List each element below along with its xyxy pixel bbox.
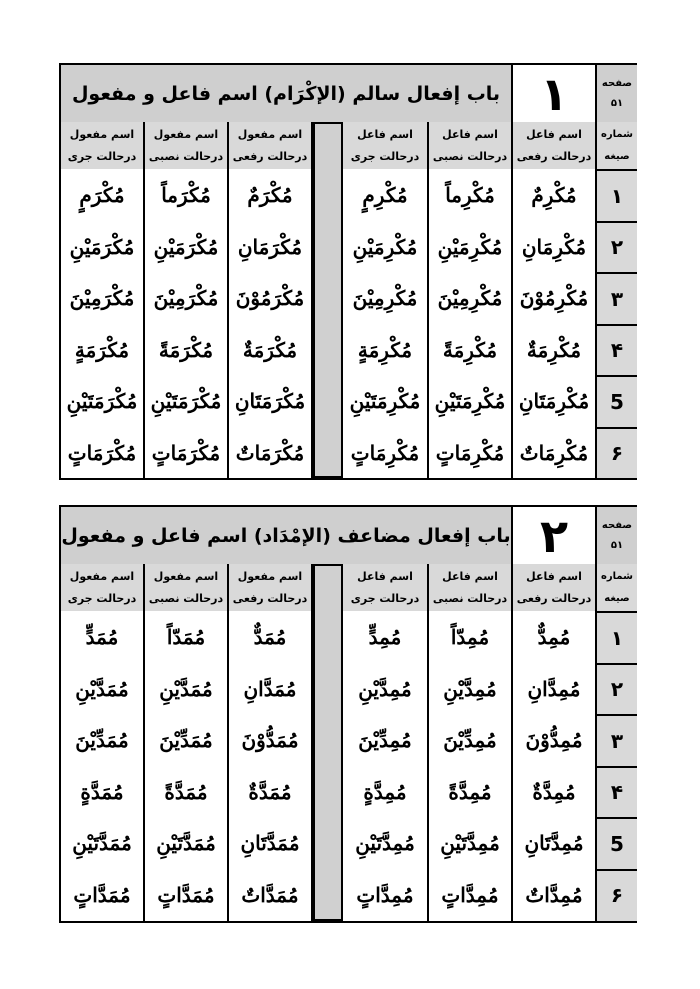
word-cell: مُكْرَمُوْنَ bbox=[235, 286, 305, 310]
word-cell: مُكْرَمِيْنَ bbox=[69, 286, 135, 310]
row-number: ۲ bbox=[597, 221, 637, 273]
header-line-1: اسم مفعول bbox=[153, 569, 219, 583]
title-row bbox=[61, 507, 635, 566]
word-cell: مُكْرَمَةً bbox=[158, 337, 214, 362]
page-label: صفحه bbox=[601, 77, 633, 89]
word-cell: مُكْرِمَيْنِ bbox=[352, 234, 418, 259]
word-cell: مُكْرَمَيْنِ bbox=[69, 234, 135, 259]
header-line-1: اسم فاعل bbox=[357, 569, 413, 583]
number-header-line-2: صیغه bbox=[604, 592, 630, 604]
word-cell: مُمَدَّتَانِ bbox=[240, 831, 300, 855]
data-column bbox=[229, 611, 313, 921]
word-cell: مُمِدِّيْنَ bbox=[443, 728, 497, 752]
table-number: ۲ bbox=[513, 507, 597, 564]
row-number: ۳ bbox=[597, 714, 637, 766]
header-line-2: درحالت رفعی bbox=[232, 591, 308, 605]
data-column bbox=[61, 611, 145, 921]
number-header-line-1: شماره bbox=[601, 128, 633, 140]
column-header bbox=[145, 564, 229, 611]
word-cell: مُكْرَمَيْنِ bbox=[153, 234, 219, 259]
word-cell: مُكْرَمَاتٍ bbox=[67, 440, 137, 465]
word-cell: مُمَدُّوْنَ bbox=[241, 728, 299, 752]
word-cell: مُمَدَّةٍ bbox=[80, 779, 124, 804]
row-number: ۴ bbox=[597, 324, 637, 376]
word-cell: مُمَدَّتَيْنِ bbox=[72, 831, 132, 855]
word-cell: مُكْرِماً bbox=[445, 183, 495, 207]
word-cell: مُكْرَمَتَيْنِ bbox=[150, 389, 222, 413]
header-line-2: درحالت جری bbox=[67, 149, 137, 163]
word-cell: مُكْرِمٌ bbox=[531, 183, 577, 207]
row-number: ۶ bbox=[597, 427, 637, 479]
row-number: ۱ bbox=[597, 611, 637, 663]
header-line-1: اسم مفعول bbox=[69, 127, 135, 141]
word-cell: مُمَدٌّ bbox=[253, 625, 287, 649]
word-cell: مُكْرَمَةٍ bbox=[74, 337, 130, 362]
header-line-1: اسم فاعل bbox=[357, 127, 413, 141]
header-line-1: اسم مفعول bbox=[69, 569, 135, 583]
word-cell: مُمَدِّيْنَ bbox=[75, 728, 129, 752]
data-column bbox=[343, 169, 429, 478]
number-header-line-1: شماره bbox=[601, 570, 633, 582]
word-cell: مُكْرِمِيْنَ bbox=[352, 286, 418, 310]
header-line-1: اسم فاعل bbox=[442, 569, 498, 583]
word-cell: مُكْرِمِيْنَ bbox=[437, 286, 503, 310]
word-cell: مُكْرِمَانِ bbox=[521, 234, 587, 259]
column-header bbox=[229, 564, 313, 611]
header-line-1: اسم مفعول bbox=[153, 127, 219, 141]
word-cell: مُكْرِمَةً bbox=[442, 337, 498, 362]
table-title: باب إفعال مضاعف (الإمْدَاد) اسم فاعل و مفعول bbox=[61, 507, 513, 564]
header-line-2: درحالت جری bbox=[350, 591, 420, 605]
data-column bbox=[229, 169, 313, 478]
word-cell: مُكْرَمَةٌ bbox=[242, 337, 298, 362]
row-number: ۲ bbox=[597, 663, 637, 715]
word-cell: مُكْرَمَتَيْنِ bbox=[66, 389, 138, 413]
header-line-2: درحالت نصبی bbox=[432, 591, 508, 605]
conjugation-table-ikram bbox=[59, 63, 637, 480]
column-header bbox=[61, 564, 145, 611]
word-cell: مُمَدَّاتٍ bbox=[157, 882, 215, 907]
data-column bbox=[145, 169, 229, 478]
word-cell: مُمَدَّاتٍ bbox=[73, 882, 131, 907]
title-row bbox=[61, 65, 635, 124]
header-line-1: اسم فاعل bbox=[526, 127, 582, 141]
column-header bbox=[145, 122, 229, 169]
word-cell: مُمَدَّيْنِ bbox=[159, 676, 213, 701]
number-header-line-2: صیغه bbox=[604, 150, 630, 162]
header-line-1: اسم مفعول bbox=[237, 569, 303, 583]
word-cell: مُمَدَّاتٌ bbox=[241, 882, 299, 907]
word-cell: مُكْرِمَاتٍ bbox=[350, 440, 420, 465]
column-header bbox=[229, 122, 313, 169]
column-header bbox=[61, 122, 145, 169]
header-line-2: درحالت نصبی bbox=[148, 149, 224, 163]
word-cell: مُكْرِمَةٌ bbox=[526, 337, 582, 362]
data-column bbox=[145, 611, 229, 921]
word-cell: مُمِدٌّ bbox=[537, 625, 571, 649]
word-cell: مُمِدَّاتٌ bbox=[525, 882, 583, 907]
data-column bbox=[61, 169, 145, 478]
page-number: ۵۱ bbox=[610, 97, 624, 109]
word-cell: مُكْرِمَتَيْنِ bbox=[434, 389, 506, 413]
word-cell: مُكْرِمَيْنِ bbox=[437, 234, 503, 259]
row-number: ۴ bbox=[597, 766, 637, 818]
word-cell: مُمِدَّةٌ bbox=[532, 779, 576, 804]
row-number: ۱ bbox=[597, 169, 637, 221]
word-cell: مُمِدَّيْنِ bbox=[358, 676, 412, 701]
row-number-column bbox=[597, 611, 637, 921]
word-cell: مُكْرَمَانِ bbox=[237, 234, 303, 259]
word-cell: مُمِدَّةً bbox=[448, 779, 492, 804]
word-cell: مُمَدَّيْنِ bbox=[75, 676, 129, 701]
table-number: ۱ bbox=[513, 65, 597, 122]
word-cell: مُكْرَمِيْنَ bbox=[153, 286, 219, 310]
word-cell: مُكْرَمَتَانِ bbox=[234, 389, 306, 413]
word-cell: مُمَدّاً bbox=[166, 625, 206, 649]
header-line-1: اسم مفعول bbox=[237, 127, 303, 141]
word-cell: مُمِدَّةٍ bbox=[363, 779, 407, 804]
row-number: 5 bbox=[597, 375, 637, 427]
word-cell: مُكْرِمَةٍ bbox=[357, 337, 413, 362]
word-cell: مُكْرَمَاتٍ bbox=[151, 440, 221, 465]
word-cell: مُمِدَّتَيْنِ bbox=[355, 831, 415, 855]
word-cell: مُمِدَّيْنِ bbox=[443, 676, 497, 701]
word-cell: مُكْرَمٌ bbox=[247, 183, 293, 207]
word-cell: مُمِدِّيْنَ bbox=[358, 728, 412, 752]
word-cell: مُمَدِّيْنَ bbox=[159, 728, 213, 752]
word-cell: مُكْرِمَتَيْنِ bbox=[349, 389, 421, 413]
page-reference bbox=[597, 507, 637, 564]
table-title: باب إفعال سالم (الإكْرَام) اسم فاعل و مفعول bbox=[61, 65, 513, 122]
word-cell: مُمِدَّتَيْنِ bbox=[440, 831, 500, 855]
column-header bbox=[513, 122, 597, 169]
header-line-2: درحالت رفعی bbox=[232, 149, 308, 163]
word-cell: مُكْرَمٍ bbox=[79, 183, 125, 207]
data-column bbox=[513, 611, 597, 921]
word-cell: مُمِدَّانِ bbox=[527, 676, 581, 701]
row-number: ۳ bbox=[597, 272, 637, 324]
header-line-2: درحالت رفعی bbox=[516, 149, 592, 163]
conjugation-table-imdad bbox=[59, 505, 637, 923]
page-reference bbox=[597, 65, 637, 122]
separator-column bbox=[313, 564, 343, 921]
word-cell: مُمَدٍّ bbox=[85, 625, 119, 649]
column-header bbox=[343, 122, 429, 169]
word-cell: مُكْرِمُوْنَ bbox=[519, 286, 589, 310]
word-cell: مُمَدَّةً bbox=[164, 779, 208, 804]
word-cell: مُمِدّاً bbox=[450, 625, 490, 649]
word-cell: مُمَدَّتَيْنِ bbox=[156, 831, 216, 855]
data-column bbox=[429, 169, 513, 478]
word-cell: مُكْرِمَاتٌ bbox=[519, 440, 589, 465]
word-cell: مُكْرِمَاتٍ bbox=[435, 440, 505, 465]
separator-column bbox=[313, 122, 343, 478]
page-number: ۵۱ bbox=[610, 539, 624, 551]
word-cell: مُمِدَّاتٍ bbox=[356, 882, 414, 907]
header-line-2: درحالت نصبی bbox=[148, 591, 224, 605]
column-header bbox=[429, 122, 513, 169]
page-label: صفحه bbox=[601, 519, 633, 531]
column-header bbox=[513, 564, 597, 611]
word-cell: مُمِدَّتَانِ bbox=[524, 831, 584, 855]
number-header bbox=[597, 564, 637, 611]
word-cell: مُمَدَّانِ bbox=[243, 676, 297, 701]
column-header bbox=[343, 564, 429, 611]
word-cell: مُمِدَّاتٍ bbox=[441, 882, 499, 907]
row-number-column bbox=[597, 169, 637, 478]
word-cell: مُكْرَماً bbox=[161, 183, 211, 207]
data-column bbox=[343, 611, 429, 921]
word-cell: مُمَدَّةٌ bbox=[248, 779, 292, 804]
header-line-2: درحالت جری bbox=[67, 591, 137, 605]
header-line-2: درحالت نصبی bbox=[432, 149, 508, 163]
data-column bbox=[513, 169, 597, 478]
header-line-1: اسم فاعل bbox=[442, 127, 498, 141]
word-cell: مُكْرَمَاتٌ bbox=[235, 440, 305, 465]
column-header bbox=[429, 564, 513, 611]
header-line-1: اسم فاعل bbox=[526, 569, 582, 583]
row-number: 5 bbox=[597, 817, 637, 869]
data-column bbox=[429, 611, 513, 921]
row-number: ۶ bbox=[597, 869, 637, 921]
number-header bbox=[597, 122, 637, 169]
header-line-2: درحالت رفعی bbox=[516, 591, 592, 605]
word-cell: مُكْرِمَتَانِ bbox=[518, 389, 590, 413]
header-line-2: درحالت جری bbox=[350, 149, 420, 163]
word-cell: مُكْرِمٍ bbox=[362, 183, 408, 207]
word-cell: مُمِدُّوْنَ bbox=[525, 728, 583, 752]
word-cell: مُمِدٍّ bbox=[368, 625, 402, 649]
